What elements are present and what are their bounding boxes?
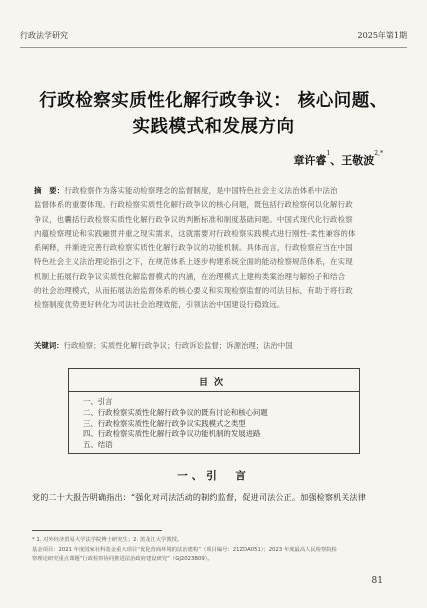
abstract — [34, 184, 393, 313]
abstract-line: 行政检察作为落实能动检察理念的监督制度，是中国特色社会主义法治体系中法治 — [64, 186, 338, 195]
author-2-affiliation: 2,* — [374, 150, 383, 157]
keywords — [34, 340, 393, 351]
abstract-line: 的社会治理模式，从而拓展法治监督体系的核心要义和实现检察监督的司法目标，有助于将行政 — [34, 286, 353, 296]
abstract-line: 机制上拓展行政争议实质性化解监督模式的内涵，在治理模式上建构类案治理与解纷子和结合 — [34, 271, 346, 281]
author-separator: 、 — [330, 154, 342, 167]
abstract-line: 特色社会主义法治理论指引之下，在规范体系上逐步构建系统全面的能动检察规范体系，在实现 — [34, 257, 353, 267]
section-heading: 一、引 言 — [177, 470, 250, 482]
abstract-line: 检察制度优势更好转化为司法社会治理效能，引领法治中国建设行稳致远。 — [34, 300, 285, 310]
toc-item: 五、结语 — [83, 440, 113, 450]
toc-divider — [69, 391, 359, 392]
journal-name: 行政法学研究 — [20, 31, 68, 40]
author-2: 王敬波 — [341, 154, 375, 167]
toc-item: 三、行政检察实质性化解行政争议实践模式之类型 — [83, 418, 246, 428]
toc-item: 二、行政检察实质性化解行政争议的既有讨论和核心问题 — [83, 407, 268, 417]
abstract-label: 摘 要： — [34, 186, 65, 195]
footnote-divider — [32, 530, 162, 531]
keywords-text: 行政检察；实质性化解行政争议；行政诉讼监督；诉源治理；法治中国 — [63, 341, 293, 350]
header-divider — [20, 47, 407, 48]
keywords-label: 关键词： — [34, 341, 64, 350]
authors — [293, 152, 383, 168]
abstract-line: 监督体系的重要体现。行政检察实质性化解行政争议的核心问题，既包括行政检察何以化解行政 — [34, 200, 353, 210]
footnotes — [32, 536, 395, 565]
table-of-contents — [68, 368, 360, 454]
running-head — [20, 30, 407, 46]
abstract-line: 内蕴检察理论和实践融贯并重之现实需求，这就需要对行政检察实践模式进行刚性-柔性兼容的体 — [34, 228, 356, 238]
toc-list — [83, 397, 349, 451]
toc-title: 目次 — [198, 378, 229, 388]
footnote-line: 基金项目：2021 年度国家社科基金重大项目“优化营商环境的法治建构”（项目编号：21ZDA051）；2023 年度最高人民检察院检 — [32, 546, 337, 553]
title-line-1: 行政检察实质性化解行政争议： 核心问题、 — [39, 91, 388, 111]
abstract-line: 争议，也囊括行政检察实质性化解行政争议的判断标准和制度基础问题。中国式现代化行政检察 — [34, 214, 353, 224]
author-1: 章许睿 — [293, 154, 327, 167]
footnote-line: * 1. 对外经济贸易大学法学院博士研究生；2. 黑龙江大学教授。 — [32, 537, 183, 543]
abstract-line: 系阐释，并渐进完善行政检察实质性化解行政争议的功能机制。具体而言，行政检察应当在中国 — [34, 243, 353, 253]
footnote-line: 察理论研究重点课题“行政检察协同推进法治政府建设研究”（GJ2023B09）。 — [32, 556, 213, 562]
title-line-2: 实践模式和发展方向 — [132, 117, 295, 137]
toc-item: 一、引言 — [83, 397, 113, 406]
article-title — [0, 88, 427, 140]
body-paragraph: 党的二十大报告明确指出：“强化对司法活动的制约监督，促进司法公正。加强检察机关法律 — [32, 492, 367, 502]
page-number: 81 — [371, 576, 383, 586]
toc-item: 四、行政检察实质性化解行政争议功能机制的发展进路 — [83, 429, 261, 439]
issue-label: 2025年第1期 — [357, 31, 407, 40]
author-1-affiliation: 1 — [326, 150, 331, 157]
